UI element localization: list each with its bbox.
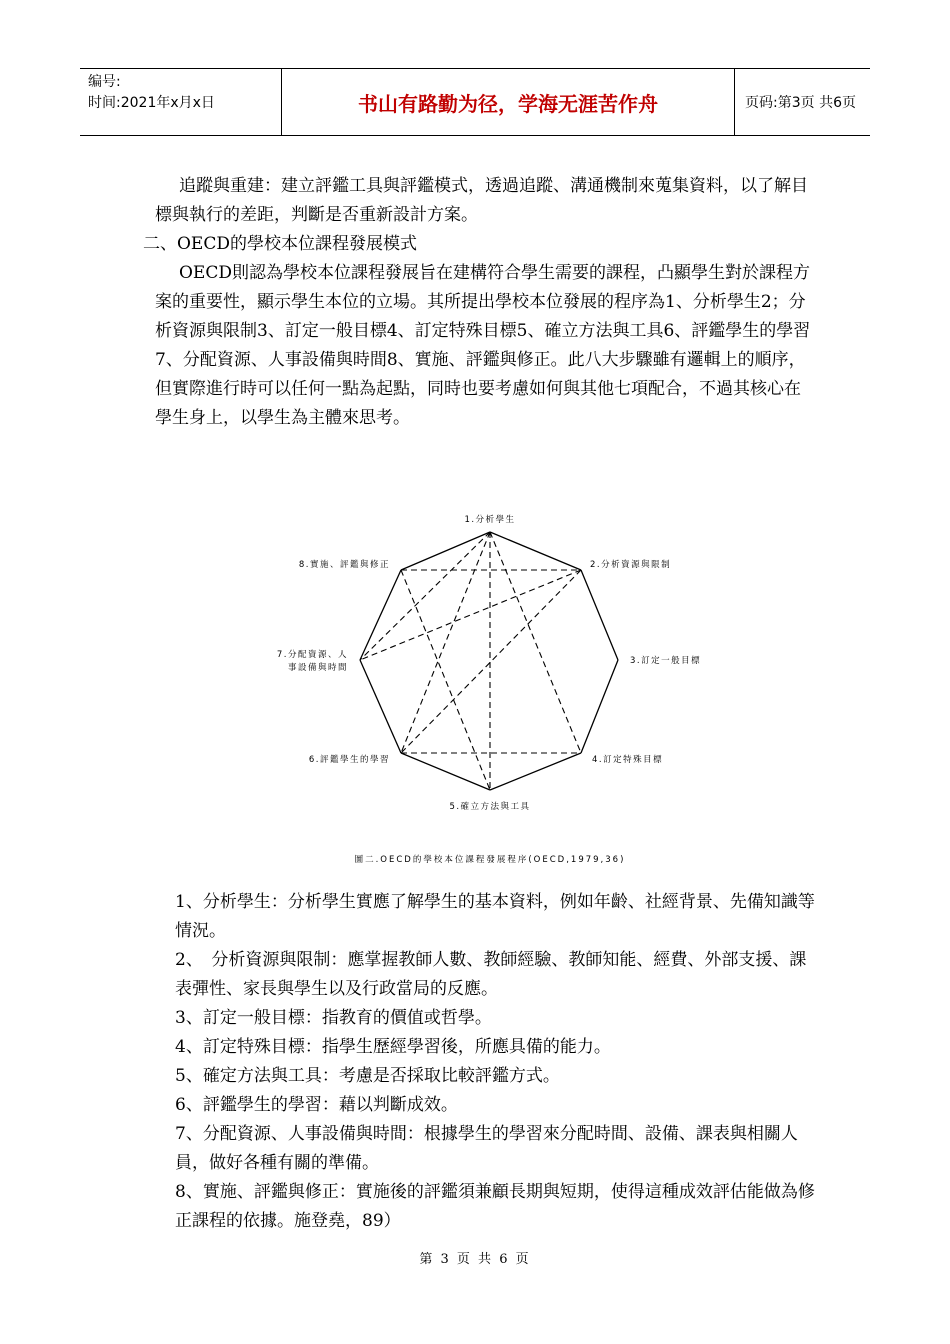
octagon-edge bbox=[581, 570, 618, 660]
step-list bbox=[175, 888, 815, 1236]
node-label: 4.訂定特殊目標 bbox=[592, 755, 664, 765]
header-meta bbox=[80, 69, 281, 135]
connection-line bbox=[401, 570, 490, 790]
list-item: 1、分析學生：分析學生實應了解學生的基本資料，例如年齡、社經背景、先備知識等情況。 bbox=[175, 892, 815, 941]
node-label: 2.分析資源與限制 bbox=[590, 560, 672, 570]
paragraph-tracking: 追蹤與重建：建立評鑑工具與評鑑模式，透過追蹤、溝通機制來蒐集資料，以了解目標與執行的差距，判斷是否重新設計方案。 bbox=[155, 176, 808, 225]
list-item: 3、訂定一般目標：指教育的價值或哲學。 bbox=[175, 1008, 492, 1028]
octagon-diagram bbox=[250, 500, 710, 880]
list-item: 6、評鑑學生的學習：藉以判斷成效。 bbox=[175, 1095, 458, 1115]
page-header bbox=[80, 68, 870, 136]
octagon-edge bbox=[401, 753, 490, 790]
header-page-info: 页码:第3页 共6页 bbox=[745, 95, 856, 111]
list-item: 4、訂定特殊目標：指學生歷經學習後，所應具備的能力。 bbox=[175, 1037, 611, 1057]
connection-line bbox=[490, 532, 581, 753]
list-item: 8、實施、評鑑與修正：實施後的評鑑須兼顧長期與短期，使得這種成效評估能做為修正課程的依據。施登堯，89） bbox=[175, 1182, 815, 1231]
connection-line bbox=[401, 570, 581, 753]
connection-line bbox=[401, 532, 490, 753]
figure-caption: 圖二.OECD的學校本位課程發展程序(OECD,1979,36) bbox=[354, 855, 626, 865]
list-item: 5、確定方法與工具：考慮是否採取比較評鑑方式。 bbox=[175, 1066, 560, 1086]
octagon-edge bbox=[581, 660, 618, 753]
node-label: 8.實施、評鑑與修正 bbox=[298, 560, 390, 570]
node-label: 7.分配資源、人 bbox=[276, 650, 348, 660]
paragraph-oecd: OECD則認為學校本位課程發展旨在建構符合學生需要的課程，凸顯學生對於課程方案的重要性，顯示學生本位的立場。其所提出學校本位發展的程序為1、分析學生2；分析資源與限制3、訂定一般目標4、訂定特殊目標5、確立方法與工具6、評鑑學生的學習7、分配資源、人事設備與時間8、實施、評鑑與修正。此八大步驟雖有邏輯上的順序，但實際進行時可以任何一點為起點，同時也要考慮如何與其他七項配合，不過其核心在學生身上，以學生為主體來思考。 bbox=[155, 263, 811, 428]
page-footer: 第 3 页 共 6 页 bbox=[419, 1252, 531, 1267]
diagram-edges bbox=[360, 532, 618, 790]
octagon-edge bbox=[490, 753, 581, 790]
octagon-edge bbox=[360, 570, 401, 660]
node-label: 6.評鑑學生的學習 bbox=[308, 755, 390, 765]
date-label: 时间:2021年x月x日 bbox=[88, 95, 215, 111]
number-label: 编号: bbox=[88, 74, 121, 90]
oecd-process-diagram bbox=[250, 500, 710, 880]
connection-line bbox=[360, 532, 490, 660]
header-motto: 书山有路勤为径，学海无涯苦作舟 bbox=[281, 69, 735, 135]
section-title: 二、OECD的學校本位課程發展模式 bbox=[143, 234, 417, 254]
document-body bbox=[143, 172, 815, 433]
diagram-labels bbox=[277, 514, 701, 865]
list-item: 2、 分析資源與限制：應掌握教師人數、教師經驗、教師知能、經費、外部支援、課表彈性、家長與學生以及行政當局的反應。 bbox=[175, 950, 807, 999]
octagon-edge bbox=[360, 660, 401, 753]
node-label-continued: 事設備與時間 bbox=[287, 663, 348, 673]
node-label: 1.分析學生 bbox=[464, 515, 516, 525]
list-item: 7、分配資源、人事設備與時間：根據學生的學習來分配時間、設備、課表與相關人員，做好各種有關的準備。 bbox=[175, 1124, 798, 1173]
node-label: 5.確立方法與工具 bbox=[449, 802, 531, 812]
connection-line bbox=[360, 570, 581, 660]
node-label: 3.訂定一般目標 bbox=[630, 656, 702, 666]
